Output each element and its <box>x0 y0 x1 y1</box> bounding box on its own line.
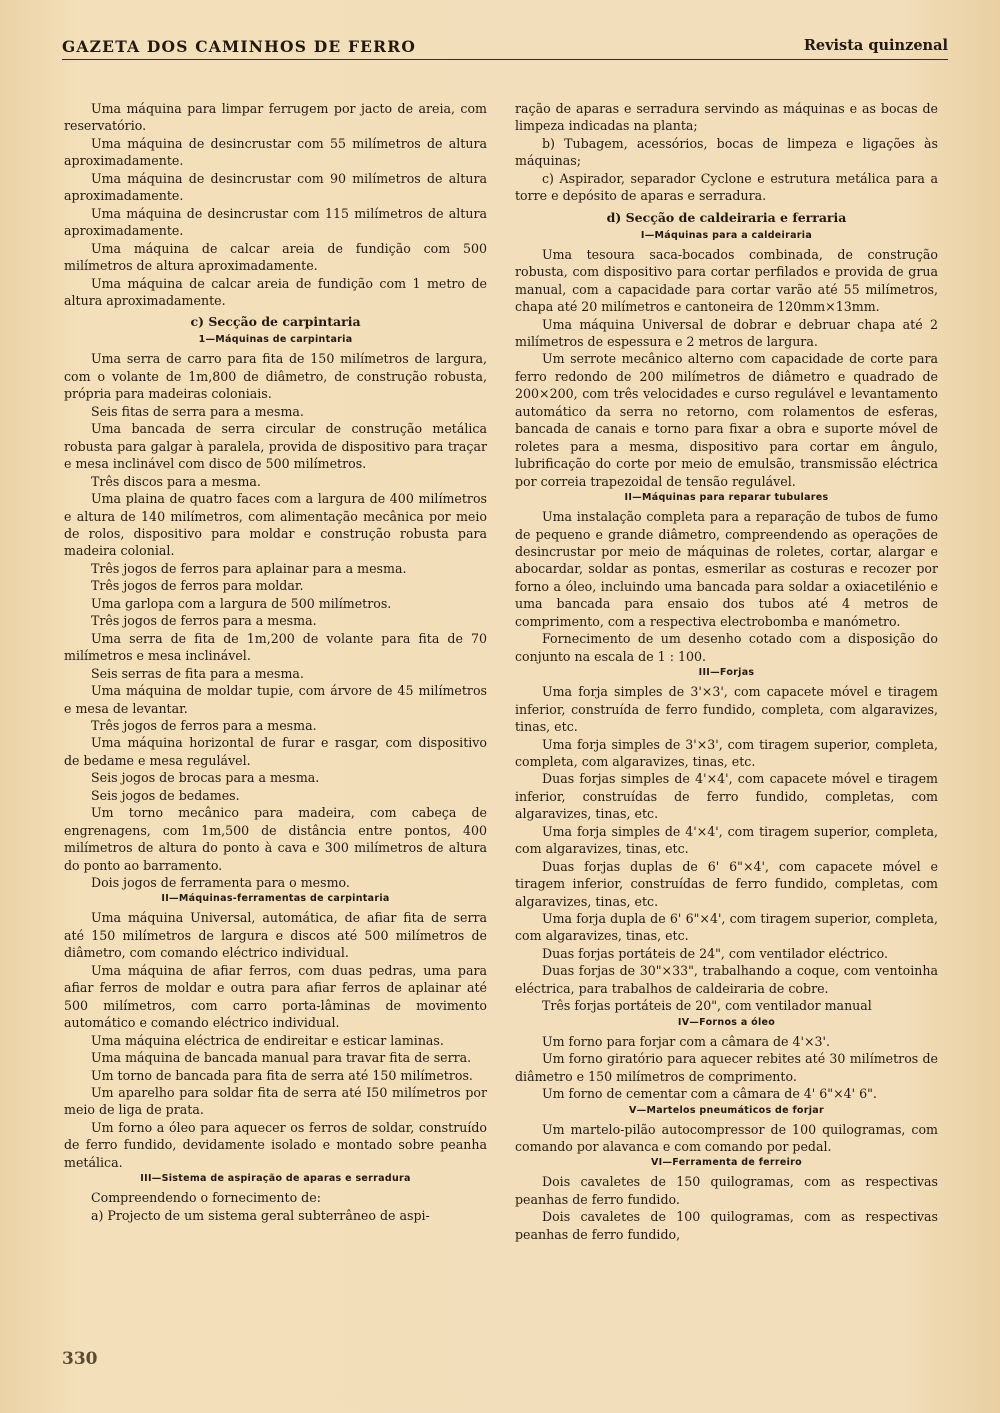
left-paragraph: Seis jogos de brocas para a mesma. <box>91 770 320 786</box>
right-subsection-heading: II—Máquinas para reparar tubulares <box>624 492 829 504</box>
left-paragraph: Um forno a óleo para aquecer os ferros de soldar, construído de ferro fundido, devidamente isolado e montado sobre peanha metálica. <box>64 1119 487 1170</box>
left-paragraph: Uma máquina de desincrustar com 90 milímetros de altura aproximadamente. <box>64 170 487 204</box>
right-paragraph: Duas forjas simples de 4'×4', com capacete móvel e tiragem inferior, construídas de ferro fundido, completas, com algaravizes, tinas, etc. <box>515 771 938 822</box>
right-paragraph: Uma tesoura saca-bocados combinada, de construção robusta, com dispositivo para cortar perfilados e provida de grua manual, com a capacidade para cortar varão até 55 milímetros, chapa até 20 milímetros e cantoneira de 120mm×13mm. <box>515 246 938 315</box>
right-paragraph: Dois cavaletes de 150 quilogramas, com as respectivas peanhas de ferro fundido. <box>515 1174 938 1207</box>
right-paragraph: Uma forja simples de 3'×3', com capacete móvel e tiragem inferior, construída de ferro fundido, completa, com algaravizes, tinas, etc. <box>515 684 938 735</box>
left-subsection-heading: 1—Máquinas de carpintaria <box>198 334 353 346</box>
journal-subtitle: Revista quinzenal <box>803 37 948 54</box>
left-paragraph: Uma plaina de quatro faces com a largura de 400 milímetros e altura de 140 milímetros, com alimentação mecânica por meio de rolos, dispositivo para moldar e construção robusta para madeira colonial. <box>64 491 487 559</box>
right-paragraph: Fornecimento de um desenho cotado com a disposição do conjunto na escala de 1 : 100. <box>515 631 938 664</box>
right-paragraph: Duas forjas duplas de 6' 6"×4', com capacete móvel e tiragem inferior, construídas de ferro fundido, completas, com algaravizes, tinas, etc. <box>515 858 938 909</box>
left-paragraph: Uma bancada de serra circular de construção metálica robusta para galgar à paralela, provida de dispositivo para traçar e mesa inclinável com disco de 500 milímetros. <box>64 421 487 472</box>
running-header <box>62 37 948 60</box>
left-paragraph: Seis fitas de serra para a mesma. <box>91 403 304 419</box>
right-paragraph: Uma forja dupla de 6' 6"×4', com tiragem superior, completa, com algaravizes, tinas, etc. <box>515 911 938 944</box>
left-paragraph: Seis jogos de bedames. <box>91 787 240 803</box>
left-paragraph: a) Projecto de um sistema geral subterrâneo de aspi- <box>91 1207 430 1223</box>
right-subsection-heading: III—Forjas <box>698 667 755 679</box>
left-paragraph: Uma máquina de moldar tupie, com árvore de 45 milímetros e mesa de levantar. <box>64 683 487 716</box>
left-paragraph: Três jogos de ferros para a mesma. <box>91 717 317 733</box>
right-paragraph: Um serrote mecânico alterno com capacidade de corte para ferro redondo de 200 milímetros de diâmetro e quadrado de 200×200, com três velocidades e curso regulável e levantamento automático da serra no retorno, com rolamentos de esferas, bancada de canais e torno para fixar a obra e suporte móvel de roletes para a mesma, dispositivo para cortar em ângulo, lubrificação do corte por meio de emulsão, transmissão eléctrica por correia trapezoidal de tensão regulável. <box>515 351 938 489</box>
right-paragraph: Uma forja simples de 3'×3', com tiragem superior, completa, completa, com algaravizes, tinas, etc. <box>515 736 938 769</box>
left-paragraph: Uma máquina para limpar ferrugem por jacto de areia, com reservatório. <box>64 101 487 134</box>
left-paragraph: Uma máquina de afiar ferros, com duas pedras, uma para afiar ferros de moldar e outra para afiar ferros de aplainar até 500 milímetros, com carro porta-lâminas de movimento automático e comando eléctrico individual. <box>64 962 487 1031</box>
right-section-heading: d) Secção de caldeiraria e ferraria <box>606 209 847 225</box>
left-paragraph: Uma máquina eléctrica de endireitar e esticar laminas. <box>91 1032 444 1048</box>
right-subsection-heading: I—Máquinas para a caldeiraria <box>640 229 813 241</box>
left-paragraph: Três jogos de ferros para a mesma. <box>91 613 317 629</box>
right-paragraph: ração de aparas e serradura servindo as máquinas e as bocas de limpeza indicadas na planta; <box>515 101 938 134</box>
right-paragraph: Duas forjas de 30"×33", trabalhando a coque, com ventoinha eléctrica, para trabalhos de caldeiraria de cobre. <box>515 963 938 996</box>
right-paragraph: Duas forjas portáteis de 24", com ventilador eléctrico. <box>542 945 888 961</box>
right-subsection-heading: V—Martelos pneumáticos de forjar <box>629 1104 824 1116</box>
right-paragraph: c) Aspirador, separador Cyclone e estrutura metálica para a torre e depósito de aparas e serradura. <box>515 170 938 204</box>
left-paragraph: Uma máquina de calcar areia de fundição com 1 metro de altura aproximadamente. <box>64 275 487 308</box>
right-paragraph: Um forno giratório para aquecer rebites até 30 milímetros de diâmetro e 150 milímetros de comprimento. <box>515 1051 938 1084</box>
right-paragraph: Uma instalação completa para a reparação de tubos de fumo de pequeno e grande diâmetro, compreendendo as operações de desincrustar por meio de máquinas de roletes, cortar, alargar e abocardar, soldar as pontas, esmerilar as costuras e recozer por forno a óleo, incluindo uma bancada para soldar a oxiacetilénio e uma bancada para ensaio dos tubos até 4 metros de comprimento, com a respectiva electrobomba e manómetro. <box>515 509 938 629</box>
right-paragraph: Três forjas portáteis de 20", com ventilador manual <box>542 998 872 1014</box>
left-paragraph: Seis serras de fita para a mesma. <box>91 665 304 681</box>
right-paragraph: b) Tubagem, acessórios, bocas de limpeza e ligações às máquinas; <box>515 135 938 169</box>
left-paragraph: Um aparelho para soldar fita de serra até I50 milímetros por meio de liga de prata. <box>64 1085 487 1118</box>
right-column <box>515 100 938 1243</box>
left-paragraph: Três jogos de ferros para moldar. <box>91 578 304 594</box>
right-paragraph: Uma forja simples de 4'×4', com tiragem superior, completa, com algaravizes, tinas, etc. <box>515 823 938 857</box>
right-subsection-heading: VI—Ferramenta de ferreiro <box>651 1157 802 1169</box>
left-subsection-heading: III—Sistema de aspiração de aparas e serradura <box>140 1173 411 1185</box>
left-paragraph: Uma máquina de desincrustar com 115 milímetros de altura aproximadamente. <box>64 205 487 239</box>
left-column <box>64 100 487 1224</box>
left-paragraph: Uma máquina de desincrustar com 55 milímetros de altura aproximadamente. <box>64 135 487 169</box>
right-paragraph: Dois cavaletes de 100 quilogramas, com as respectivas peanhas de ferro fundido, <box>515 1209 938 1242</box>
right-paragraph: Uma máquina Universal de dobrar e debruar chapa até 2 milímetros de espessura e 2 metros de largura. <box>515 316 938 349</box>
left-paragraph: Uma serra de fita de 1m,200 de volante para fita de 70 milímetros e mesa inclinável. <box>64 630 487 664</box>
left-paragraph: Uma máquina Universal, automática, de afiar fita de serra até 150 milímetros de largura e discos até 500 milímetros de diâmetro, com comando eléctrico individual. <box>64 910 487 961</box>
left-paragraph: Uma serra de carro para fita de 150 milímetros de largura, com o volante de 1m,800 de diâmetro, de construção robusta, própria para madeiras coloniais. <box>64 351 487 402</box>
page-number: 330 <box>62 1349 98 1369</box>
left-paragraph: Um torno de bancada para fita de serra até 150 milímetros. <box>91 1067 473 1083</box>
left-paragraph: Uma máquina de bancada manual para travar fita de serra. <box>91 1050 472 1066</box>
left-paragraph: Três jogos de ferros para aplainar para a mesma. <box>91 560 407 576</box>
left-paragraph: Dois jogos de ferramenta para o mesmo. <box>91 875 350 891</box>
left-subsection-heading: II—Máquinas-ferramentas de carpintaria <box>161 893 390 905</box>
left-paragraph: Três discos para a mesma. <box>91 473 261 489</box>
left-paragraph: Compreendendo o fornecimento de: <box>91 1190 321 1206</box>
left-paragraph: Uma garlopa com a largura de 500 milímetros. <box>91 595 392 611</box>
right-paragraph: Um martelo-pilão autocompressor de 100 quilogramas, com comando por alavanca e com comando por pedal. <box>515 1121 938 1155</box>
left-paragraph: Uma máquina de calcar areia de fundição com 500 milímetros de altura aproximadamente. <box>64 240 487 274</box>
left-paragraph: Um torno mecânico para madeira, com cabeça de engrenagens, com 1m,500 de distância entre pontos, 400 milímetros de altura do ponto à cava e 300 milímetros de altura do ponto ao barramento. <box>64 805 487 873</box>
right-paragraph: Um forno de cementar com a câmara de 4' 6"×4' 6". <box>542 1086 877 1102</box>
right-paragraph: Um forno para forjar com a câmara de 4'×3'. <box>542 1033 830 1049</box>
left-section-heading: c) Secção de carpintaria <box>190 314 361 330</box>
journal-title: GAZETA DOS CAMINHOS DE FERRO <box>62 37 417 56</box>
right-subsection-heading: IV—Fornos a óleo <box>677 1016 776 1028</box>
left-paragraph: Uma máquina horizontal de furar e rasgar, com dispositivo de bedame e mesa regulável. <box>64 735 487 768</box>
